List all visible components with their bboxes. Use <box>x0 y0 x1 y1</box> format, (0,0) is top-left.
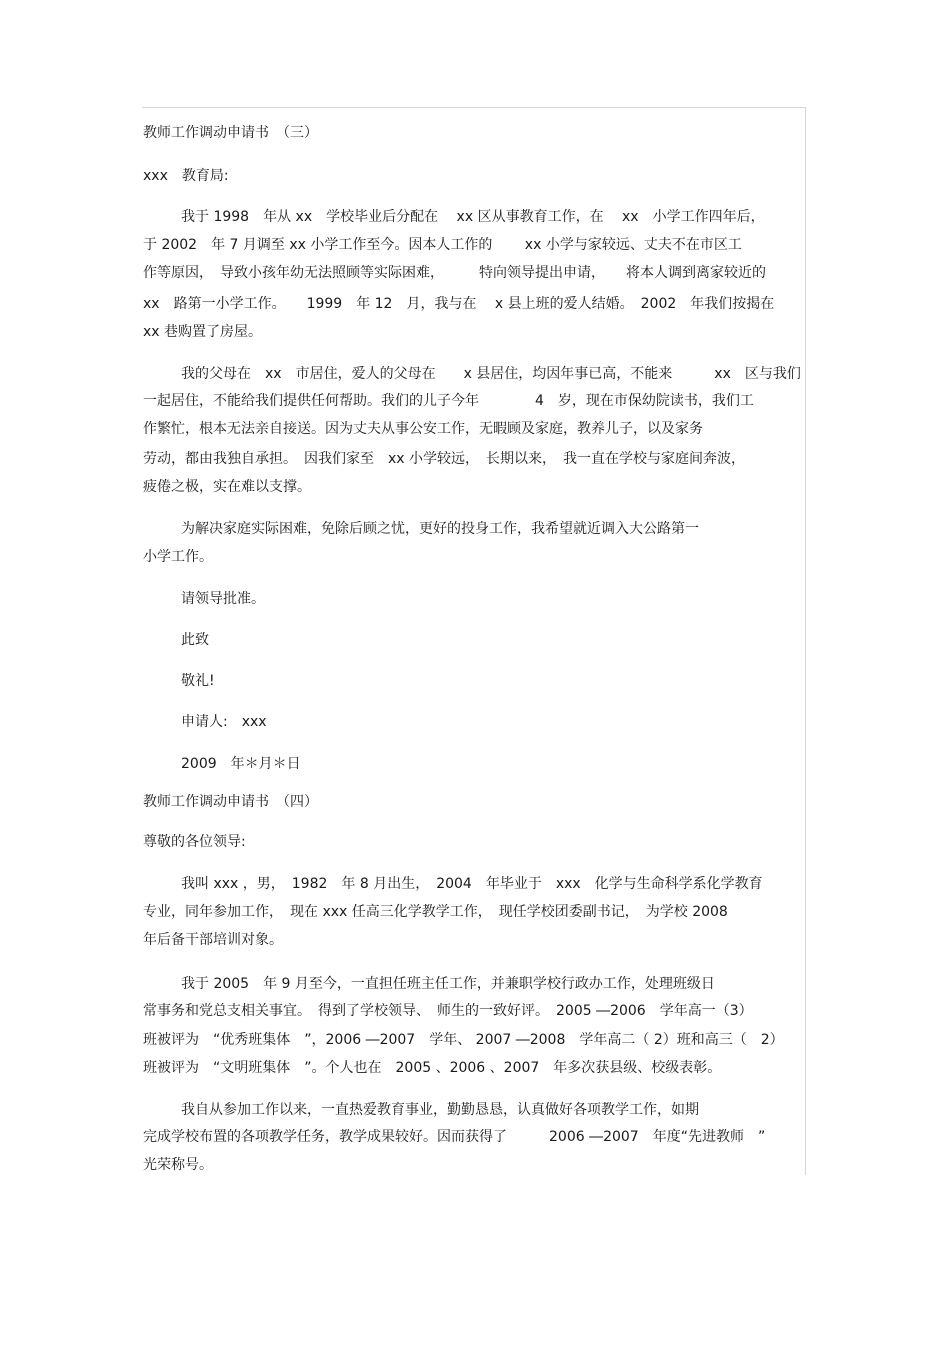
paragraph-line: 劳动，都由我独自承担。 因我们家至 xx 小学较远， 长期以来， 我一直在学校与家庭间奔波， <box>143 451 746 467</box>
salutation: xxx 教育局: <box>143 168 229 184</box>
letter-title: 教师工作调动申请书 （三） <box>143 125 318 141</box>
paragraph-line: 我叫 xxx ，男， 1982 年 8 月出生， 2004 年毕业于 xxx 化学与生命科学系化学教育 <box>181 876 763 892</box>
paragraph-line: 作繁忙，根本无法亲自接送。因为丈夫从事公安工作，无暇顾及家庭，教养儿子，以及家务 <box>143 421 703 437</box>
paragraph-line: 于 2002 年 7 月调至 xx 小学工作至今。因本人工作的 xx 小学与家较远、丈夫不在市区工 <box>143 237 742 253</box>
paragraph-line: 我自从参加工作以来，一直热爱教育事业，勤勤恳恳，认真做好各项教学工作，如期 <box>181 1102 699 1118</box>
paragraph-line: 常事务和党总支相关事宜。 得到了学校领导、 师生的一致好评。 2005 ―2006 学年高一（3） <box>143 1003 753 1019</box>
paragraph-line: 班被评为 “优秀班集体 ”，2006 ―2007 学年、 2007 ―2008 学年高二（ 2）班和高三（ 2） <box>143 1032 784 1048</box>
salutation: 尊敬的各位领导: <box>143 834 246 850</box>
paragraph-line: 我于 1998 年从 xx 学校毕业后分配在 xx 区从事教育工作，在 xx 小学工作四年后， <box>181 209 765 225</box>
paragraph-line: 专业，同年参加工作， 现在 xxx 任高三化学教学工作， 现任学校团委副书记， 为学校 2008 <box>143 904 728 920</box>
paragraph-line: 班被评为 “文明班集体 ”。个人也在 2005 、2006 、2007 年多次获县级、校级表彰。 <box>143 1060 722 1076</box>
paragraph-line: xx 巷购置了房屋。 <box>143 324 263 340</box>
closing-line: 敬礼! <box>181 673 215 689</box>
applicant-line: 申请人: xxx <box>181 714 267 730</box>
paragraph-line: 完成学校布置的各项教学任务，教学成果较好。因而获得了 2006 ―2007 年度“先进教师 ” <box>143 1129 766 1145</box>
paragraph-line: 作等原因， 导致小孩年幼无法照顾等实际困难， 特向领导提出申请， 将本人调到离家较近的 <box>143 265 766 281</box>
paragraph-line: xx 路第一小学工作。 1999 年 12 月，我与在 x 县上班的爱人结婚。 2002 年我们按揭在 <box>143 296 775 312</box>
date-line: 2009 年＊月＊日 <box>181 756 301 772</box>
paragraph-line: 小学工作。 <box>143 549 213 565</box>
paragraph-line: 年后备干部培训对象。 <box>143 932 283 948</box>
paragraph-line: 为解决家庭实际困难，免除后顾之忧，更好的投身工作，我希望就近调入大公路第一 <box>181 521 699 537</box>
paragraph-line: 疲倦之极，实在难以支撑。 <box>143 479 311 495</box>
paragraph-line: 一起居住，不能给我们提供任何帮助。我们的儿子今年 4 岁，现在市保幼院读书，我们工 <box>143 393 754 409</box>
request-line: 请领导批准。 <box>181 591 265 607</box>
paragraph-line: 我的父母在 xx 市居住，爱人的父母在 x 县居住，均因年事已高，不能来 xx 区与我们 <box>181 366 801 382</box>
letter-title: 教师工作调动申请书 （四） <box>143 794 318 810</box>
paragraph-line: 我于 2005 年 9 月至今，一直担任班主任工作，并兼职学校行政办工作，处理班级日 <box>181 976 715 992</box>
closing-line: 此致 <box>181 632 209 648</box>
paragraph-line: 光荣称号。 <box>143 1157 213 1173</box>
